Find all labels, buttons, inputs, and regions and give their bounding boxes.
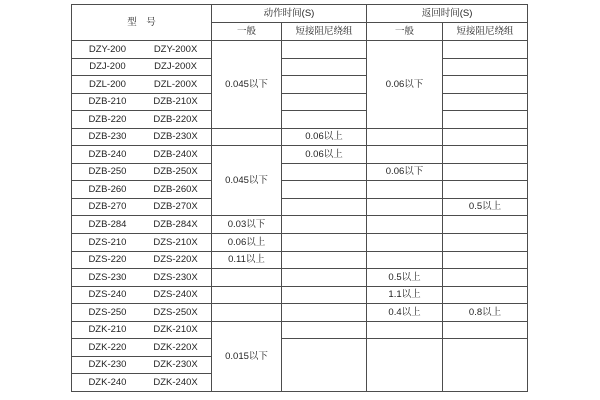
model-number: DZL-200 bbox=[88, 78, 126, 90]
table-row bbox=[72, 216, 528, 234]
return-general-cell: 0.06以下 bbox=[367, 41, 443, 129]
model-number: DZK-240X bbox=[153, 376, 198, 388]
model-number: DZK-210X bbox=[153, 324, 198, 336]
action-damped-cell bbox=[282, 181, 367, 199]
return-general-cell bbox=[367, 128, 443, 146]
action-general-cell bbox=[212, 128, 282, 146]
model-number: DZS-220 bbox=[88, 254, 127, 266]
table-row bbox=[72, 93, 528, 111]
return-damped-cell bbox=[443, 146, 528, 164]
model-cell bbox=[72, 163, 212, 181]
model-cell bbox=[72, 321, 212, 339]
table-row bbox=[72, 111, 528, 129]
action-general-cell bbox=[212, 304, 282, 322]
model-number: DZB-270 bbox=[88, 201, 127, 213]
model-number: DZK-230X bbox=[153, 359, 198, 371]
return-general-cell bbox=[367, 216, 443, 234]
action-damped-cell bbox=[282, 286, 367, 304]
action-damped-cell bbox=[282, 76, 367, 94]
model-number: DZS-210 bbox=[88, 236, 127, 248]
action-damped-cell bbox=[282, 251, 367, 269]
return-damped-cell bbox=[443, 111, 528, 129]
table-row bbox=[72, 146, 528, 164]
return-damped-cell bbox=[443, 216, 528, 234]
return-general-cell bbox=[367, 251, 443, 269]
table-row bbox=[72, 339, 528, 357]
model-number: DZB-210 bbox=[88, 96, 127, 108]
action-damped-cell bbox=[282, 216, 367, 234]
action-damped-cell bbox=[282, 234, 367, 252]
return-damped-cell bbox=[443, 76, 528, 94]
model-cell bbox=[72, 198, 212, 216]
model-cell bbox=[72, 216, 212, 234]
model-number: DZS-220X bbox=[153, 254, 198, 266]
action-damped-cell bbox=[282, 198, 367, 216]
table-row bbox=[72, 234, 528, 252]
model-number: DZS-230X bbox=[153, 271, 198, 283]
model-number: DZS-240X bbox=[153, 289, 198, 301]
return-general-cell bbox=[367, 198, 443, 216]
model-cell bbox=[72, 286, 212, 304]
action-damped-cell: 0.06以上 bbox=[282, 128, 367, 146]
model-number: DZB-284 bbox=[88, 218, 127, 230]
action-general-cell: 0.045以下 bbox=[212, 146, 282, 216]
model-number: DZK-210 bbox=[88, 324, 127, 336]
header-row-groups bbox=[72, 5, 528, 23]
model-cell bbox=[72, 93, 212, 111]
return-general-cell bbox=[367, 181, 443, 199]
header-action-damped: 短接阻尼绕组 bbox=[282, 23, 367, 41]
action-general-cell bbox=[212, 269, 282, 287]
return-general-cell bbox=[367, 234, 443, 252]
model-number: DZB-240X bbox=[153, 148, 198, 160]
header-action-general: 一般 bbox=[212, 23, 282, 41]
model-number: DZJ-200X bbox=[154, 61, 197, 73]
model-number: DZB-260 bbox=[88, 183, 127, 195]
model-number: DZK-220X bbox=[153, 341, 198, 353]
model-cell bbox=[72, 181, 212, 199]
return-damped-cell bbox=[443, 251, 528, 269]
model-number: DZB-210X bbox=[153, 96, 198, 108]
model-number: DZS-210X bbox=[153, 236, 198, 248]
return-damped-cell bbox=[443, 321, 528, 339]
return-damped-cell bbox=[443, 128, 528, 146]
return-damped-cell bbox=[443, 286, 528, 304]
model-cell bbox=[72, 146, 212, 164]
model-number: DZK-240 bbox=[88, 376, 127, 388]
action-damped-cell bbox=[282, 269, 367, 287]
action-damped-cell bbox=[282, 111, 367, 129]
model-number: DZB-240 bbox=[88, 148, 127, 160]
table-row bbox=[72, 128, 528, 146]
model-number: DZY-200 bbox=[88, 43, 127, 55]
model-cell bbox=[72, 41, 212, 59]
return-general-cell: 0.06以下 bbox=[367, 163, 443, 181]
return-damped-cell: 0.5以上 bbox=[443, 198, 528, 216]
model-number: DZS-230 bbox=[88, 271, 127, 283]
table-row bbox=[72, 198, 528, 216]
return-damped-cell: 0.8以上 bbox=[443, 304, 528, 322]
model-number: DZJ-200 bbox=[89, 61, 126, 73]
spec-table-header bbox=[72, 5, 528, 41]
model-number: DZS-250X bbox=[153, 306, 198, 318]
return-damped-cell bbox=[443, 58, 528, 76]
model-cell bbox=[72, 76, 212, 94]
header-model: 型 号 bbox=[72, 5, 212, 41]
table-row bbox=[72, 58, 528, 76]
model-number: DZB-270X bbox=[153, 201, 198, 213]
spec-table-body bbox=[72, 41, 528, 392]
table-row bbox=[72, 181, 528, 199]
action-damped-cell bbox=[282, 93, 367, 111]
table-row bbox=[72, 286, 528, 304]
action-general-cell: 0.045以下 bbox=[212, 41, 282, 129]
table-row bbox=[72, 76, 528, 94]
return-damped-cell bbox=[443, 41, 528, 59]
model-number: DZK-220 bbox=[88, 341, 127, 353]
action-damped-cell bbox=[282, 41, 367, 59]
spec-table bbox=[71, 4, 528, 392]
model-number: DZY-200X bbox=[153, 43, 198, 55]
model-number: DZB-250 bbox=[88, 166, 127, 178]
model-number: DZB-220 bbox=[88, 113, 127, 125]
model-number: DZL-200X bbox=[153, 78, 198, 90]
action-damped-cell bbox=[282, 304, 367, 322]
action-damped-cell bbox=[282, 163, 367, 181]
model-number: DZB-220X bbox=[153, 113, 198, 125]
header-action-time: 动作时间(S) bbox=[212, 5, 367, 23]
return-general-cell bbox=[367, 146, 443, 164]
action-general-cell: 0.03以下 bbox=[212, 216, 282, 234]
table-row bbox=[72, 321, 528, 339]
return-general-cell: 0.5以上 bbox=[367, 269, 443, 287]
action-general-cell: 0.11以上 bbox=[212, 251, 282, 269]
model-cell bbox=[72, 304, 212, 322]
return-damped-cell bbox=[443, 339, 528, 392]
model-cell bbox=[72, 339, 212, 357]
model-cell bbox=[72, 58, 212, 76]
return-general-cell bbox=[367, 339, 443, 392]
table-row bbox=[72, 41, 528, 59]
return-damped-cell bbox=[443, 163, 528, 181]
model-cell bbox=[72, 251, 212, 269]
return-general-cell bbox=[367, 321, 443, 339]
table-row bbox=[72, 304, 528, 322]
table-row bbox=[72, 251, 528, 269]
action-damped-cell bbox=[282, 321, 367, 339]
action-damped-cell: 0.06以上 bbox=[282, 146, 367, 164]
action-general-cell bbox=[212, 286, 282, 304]
model-number: DZS-250 bbox=[88, 306, 127, 318]
model-number: DZS-240 bbox=[88, 289, 127, 301]
model-cell bbox=[72, 234, 212, 252]
return-damped-cell bbox=[443, 181, 528, 199]
return-general-cell: 0.4以上 bbox=[367, 304, 443, 322]
model-number: DZB-230 bbox=[88, 131, 127, 143]
return-damped-cell bbox=[443, 234, 528, 252]
action-general-cell: 0.06以上 bbox=[212, 234, 282, 252]
action-general-cell: 0.015以下 bbox=[212, 321, 282, 391]
model-number: DZK-230 bbox=[88, 359, 127, 371]
model-cell bbox=[72, 356, 212, 374]
table-row bbox=[72, 269, 528, 287]
action-damped-cell bbox=[282, 339, 367, 392]
header-return-general: 一般 bbox=[367, 23, 443, 41]
action-damped-cell bbox=[282, 58, 367, 76]
model-number: DZB-250X bbox=[153, 166, 198, 178]
return-general-cell: 1.1以上 bbox=[367, 286, 443, 304]
model-cell bbox=[72, 111, 212, 129]
header-return-time: 返回时间(S) bbox=[367, 5, 528, 23]
table-row bbox=[72, 163, 528, 181]
model-number: DZB-230X bbox=[153, 131, 198, 143]
model-cell bbox=[72, 374, 212, 392]
model-number: DZB-284X bbox=[153, 218, 198, 230]
return-damped-cell bbox=[443, 93, 528, 111]
model-cell bbox=[72, 269, 212, 287]
return-damped-cell bbox=[443, 269, 528, 287]
model-cell bbox=[72, 128, 212, 146]
model-number: DZB-260X bbox=[153, 183, 198, 195]
header-return-damped: 短接阻尼绕组 bbox=[443, 23, 528, 41]
